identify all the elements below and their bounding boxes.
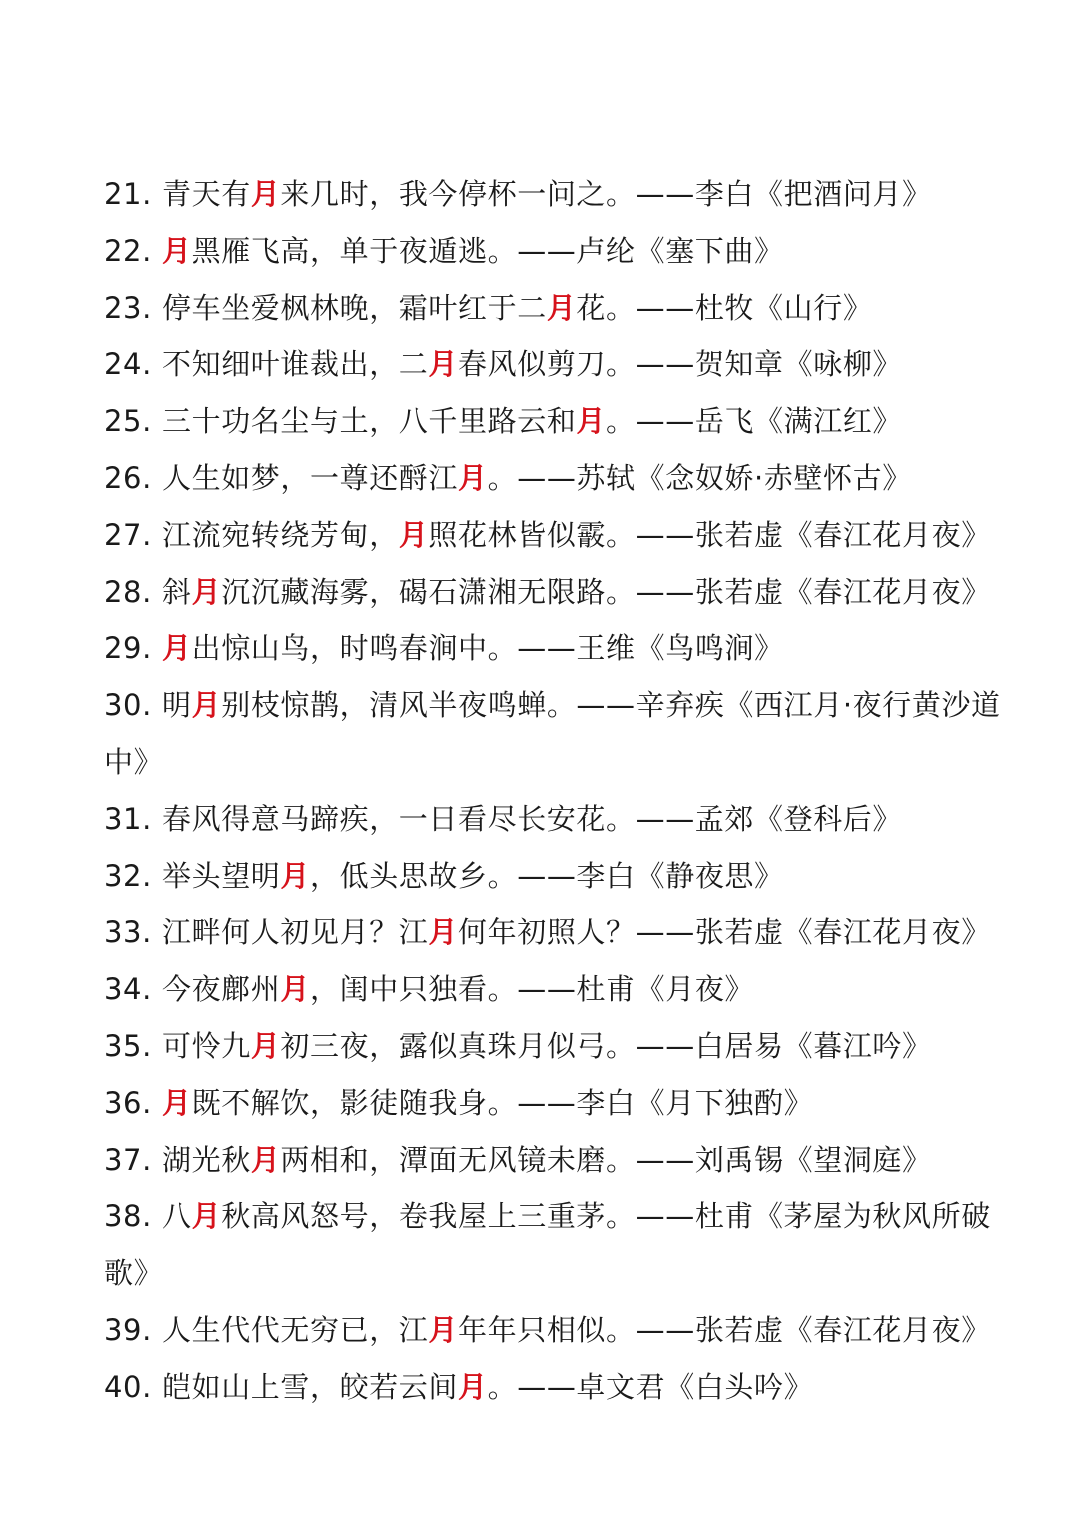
item-text bbox=[162, 166, 932, 223]
list-item bbox=[104, 1188, 991, 1245]
list-item bbox=[104, 507, 991, 564]
item-number: 23. bbox=[104, 290, 152, 325]
text-after: 初三夜，露似真珠月似弓。——白居易《暮江吟》 bbox=[280, 1028, 932, 1063]
list-item bbox=[104, 393, 984, 450]
item-number: 40. bbox=[104, 1369, 152, 1404]
item-text bbox=[162, 961, 754, 1018]
text-after: 别枝惊鹊，清风半夜鸣蝉。——辛弃疾《西江月·夜行黄沙道 bbox=[221, 688, 1001, 723]
text-after: ，低头思故乡。——李白《静夜思》 bbox=[310, 858, 784, 893]
highlight-moon-char: 月 bbox=[191, 688, 222, 723]
highlight-moon-char: 月 bbox=[428, 347, 459, 382]
item-text bbox=[162, 1018, 932, 1075]
text-after: 。——苏轼《念奴娇·赤壁怀古》 bbox=[487, 460, 912, 495]
item-text bbox=[162, 223, 784, 280]
text-after: 。——卓文君《白头吟》 bbox=[487, 1369, 814, 1404]
text-before: 江流宛转绕芳甸， bbox=[162, 517, 399, 552]
highlight-moon-char: 月 bbox=[250, 1028, 281, 1063]
text-before: 江畔何人初见月？江 bbox=[162, 915, 429, 950]
list-item bbox=[104, 564, 991, 621]
item-text bbox=[162, 1359, 813, 1416]
item-number: 38. bbox=[104, 1199, 152, 1234]
highlight-moon-char: 月 bbox=[250, 1142, 281, 1177]
item-text bbox=[162, 1188, 991, 1245]
highlight-moon-char: 月 bbox=[191, 574, 222, 609]
text-after: 两相和，潭面无风镜未磨。——刘禹锡《望洞庭》 bbox=[280, 1142, 932, 1177]
list-item bbox=[104, 1359, 984, 1416]
text-before: 可怜九 bbox=[162, 1028, 251, 1063]
highlight-moon-char: 月 bbox=[428, 1312, 459, 1347]
highlight-moon-char: 月 bbox=[280, 858, 311, 893]
text-before: 今夜鄜州 bbox=[162, 972, 281, 1007]
item-number: 21. bbox=[104, 177, 152, 211]
item-number: 30. bbox=[104, 688, 152, 723]
item-number: 34. bbox=[104, 972, 152, 1007]
text-before: 举头望明 bbox=[162, 858, 281, 893]
item-number: 26. bbox=[104, 460, 152, 495]
item-number: 25. bbox=[104, 404, 152, 439]
text-after: 春风似剪刀。——贺知章《咏柳》 bbox=[458, 347, 903, 382]
list-item bbox=[104, 1018, 984, 1075]
poem-list bbox=[104, 166, 1001, 1416]
item-text bbox=[162, 450, 912, 507]
list-item bbox=[104, 620, 984, 677]
item-text bbox=[162, 1075, 813, 1132]
item-text bbox=[162, 336, 902, 393]
item-number: 36. bbox=[104, 1085, 152, 1120]
text-before: 停车坐爱枫林晚，霜叶红于二 bbox=[162, 290, 547, 325]
continuation-text: 中》 bbox=[104, 744, 164, 779]
list-item bbox=[104, 166, 984, 223]
text-after: 照花林皆似霰。——张若虚《春江花月夜》 bbox=[428, 517, 991, 552]
list-item-continuation bbox=[104, 1245, 984, 1302]
text-after: 。——岳飞《满江红》 bbox=[606, 404, 903, 439]
list-item bbox=[104, 791, 984, 848]
text-after: 来几时，我今停杯一问之。——李白《把酒问月》 bbox=[280, 177, 932, 211]
text-before: 青天有 bbox=[162, 177, 251, 211]
item-text bbox=[162, 1302, 991, 1359]
text-before: 皑如山上雪，皎若云间 bbox=[162, 1369, 459, 1404]
text-after: 何年初照人？——张若虚《春江花月夜》 bbox=[458, 915, 991, 950]
highlight-moon-char: 月 bbox=[280, 972, 311, 1007]
item-number: 28. bbox=[104, 574, 152, 609]
text-before: 斜 bbox=[162, 574, 192, 609]
text-after: ，闺中只独看。——杜甫《月夜》 bbox=[310, 972, 755, 1007]
item-number: 31. bbox=[104, 801, 152, 836]
item-text bbox=[162, 393, 902, 450]
list-item bbox=[104, 848, 984, 905]
item-text bbox=[162, 848, 784, 905]
highlight-moon-char: 月 bbox=[428, 915, 459, 950]
text-before: 八 bbox=[162, 1199, 192, 1234]
text-after: 年年只相似。——张若虚《春江花月夜》 bbox=[458, 1312, 991, 1347]
item-text bbox=[162, 507, 991, 564]
item-text bbox=[162, 280, 872, 337]
highlight-moon-char: 月 bbox=[162, 631, 192, 666]
item-text bbox=[162, 677, 1001, 734]
highlight-moon-char: 月 bbox=[398, 517, 429, 552]
item-text bbox=[162, 791, 902, 848]
item-number: 29. bbox=[104, 631, 152, 666]
highlight-moon-char: 月 bbox=[458, 460, 488, 495]
text-after: 沉沉藏海雾，碣石潇湘无限路。——张若虚《春江花月夜》 bbox=[221, 574, 991, 609]
item-number: 27. bbox=[104, 517, 152, 552]
text-after: 花。——杜牧《山行》 bbox=[576, 290, 873, 325]
text-before: 湖光秋 bbox=[162, 1142, 251, 1177]
item-number: 35. bbox=[104, 1028, 152, 1063]
text-before: 不知细叶谁裁出，二 bbox=[162, 347, 429, 382]
text-after: 既不解饮，影徒随我身。——李白《月下独酌》 bbox=[191, 1085, 814, 1120]
item-text bbox=[162, 1132, 932, 1189]
item-text bbox=[162, 904, 991, 961]
highlight-moon-char: 月 bbox=[576, 404, 607, 439]
highlight-moon-char: 月 bbox=[162, 233, 192, 268]
list-item bbox=[104, 677, 1001, 734]
list-item bbox=[104, 223, 984, 280]
item-number: 22. bbox=[104, 233, 152, 268]
item-number: 33. bbox=[104, 915, 152, 950]
highlight-moon-char: 月 bbox=[546, 290, 577, 325]
text-before: 人生如梦，一尊还酹江 bbox=[162, 460, 459, 495]
highlight-moon-char: 月 bbox=[191, 1199, 222, 1234]
text-after: 出惊山鸟，时鸣春涧中。——王维《鸟鸣涧》 bbox=[191, 631, 784, 666]
list-item bbox=[104, 450, 984, 507]
text-after: 黑雁飞高，单于夜遁逃。——卢纶《塞下曲》 bbox=[191, 233, 784, 268]
item-text bbox=[162, 620, 784, 677]
list-item bbox=[104, 961, 984, 1018]
list-item bbox=[104, 1075, 984, 1132]
text-before: 三十功名尘与土，八千里路云和 bbox=[162, 404, 577, 439]
highlight-moon-char: 月 bbox=[250, 177, 281, 211]
text-before: 明 bbox=[162, 688, 192, 723]
item-number: 32. bbox=[104, 858, 152, 893]
text-before: 春风得意马蹄疾，一日看尽长安花。——孟郊《登科后》 bbox=[162, 801, 903, 836]
list-item bbox=[104, 1302, 991, 1359]
continuation-text: 歌》 bbox=[104, 1256, 164, 1291]
highlight-moon-char: 月 bbox=[162, 1085, 192, 1120]
list-item bbox=[104, 280, 984, 337]
item-text bbox=[162, 564, 991, 621]
item-number: 39. bbox=[104, 1312, 152, 1347]
item-number: 24. bbox=[104, 347, 152, 382]
text-before: 人生代代无穷已，江 bbox=[162, 1312, 429, 1347]
list-item bbox=[104, 1132, 984, 1189]
list-item-continuation bbox=[104, 734, 984, 791]
list-item bbox=[104, 904, 991, 961]
highlight-moon-char: 月 bbox=[458, 1369, 488, 1404]
text-after: 秋高风怒号，卷我屋上三重茅。——杜甫《茅屋为秋风所破 bbox=[221, 1199, 991, 1234]
list-item bbox=[104, 336, 984, 393]
item-number: 37. bbox=[104, 1142, 152, 1177]
